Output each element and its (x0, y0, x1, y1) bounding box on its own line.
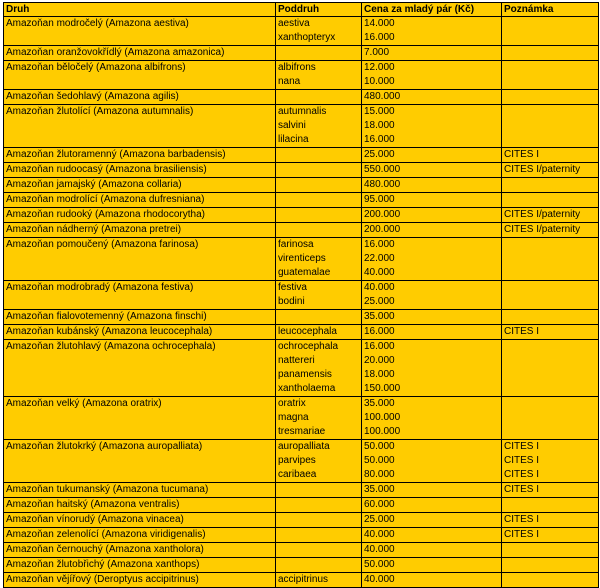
subspecies-value: ochrocephala (278, 341, 339, 352)
subspecies-cell (276, 163, 362, 178)
note-value (504, 368, 596, 382)
price-value: 100.000 (364, 426, 401, 437)
table-row (4, 61, 599, 90)
price-value: 12.000 (364, 62, 395, 73)
note-cell (502, 148, 599, 163)
price-cell (362, 223, 502, 238)
subspecies-value: auropalliata (278, 441, 330, 452)
subspecies-value (278, 193, 359, 207)
subspecies-value (278, 90, 359, 104)
price-value: 80.000 (364, 469, 395, 480)
table-row (4, 498, 599, 513)
species-cell: Amazoňan fialovotemenný (Amazona finschi) (4, 310, 276, 325)
table-row (4, 281, 599, 310)
header-species: Druh (4, 3, 276, 17)
table-row (4, 528, 599, 543)
note-value (504, 543, 596, 557)
note-cell (502, 558, 599, 573)
subspecies-cell (276, 558, 362, 573)
subspecies-value: parvipes (278, 455, 316, 466)
subspecies-value (278, 148, 359, 162)
note-value: CITES I (504, 455, 540, 466)
species-cell: Amazoňan rudooký (Amazona rhodocorytha) (4, 208, 276, 223)
price-value: 40.000 (364, 574, 395, 585)
species-cell: Amazoňan oranžovokřídlý (Amazona amazonica) (4, 46, 276, 61)
price-value: 15.000 (364, 106, 395, 117)
note-value (504, 382, 596, 396)
species-cell: Amazoňan zelenolící (Amazona viridigenalis) (4, 528, 276, 543)
species-cell: Amazoňan haitský (Amazona ventralis) (4, 498, 276, 513)
subspecies-cell (276, 573, 362, 588)
subspecies-value: magna (278, 412, 309, 423)
price-value: 16.000 (364, 134, 395, 145)
parrot-price-table (3, 2, 599, 588)
price-value: 50.000 (364, 455, 395, 466)
note-cell (502, 90, 599, 105)
table-row (4, 440, 599, 483)
note-cell (502, 513, 599, 528)
subspecies-cell (276, 148, 362, 163)
price-cell (362, 61, 502, 90)
subspecies-value: lilacina (278, 134, 309, 145)
species-cell: Amazoňan vějířový (Deroptyus accipitrinus) (4, 573, 276, 588)
subspecies-cell (276, 223, 362, 238)
subspecies-value: autumnalis (278, 106, 327, 117)
table-row (4, 17, 599, 46)
species-cell: Amazoňan vínorudý (Amazona vinacea) (4, 513, 276, 528)
note-cell (502, 397, 599, 440)
species-cell: Amazoňan pomoučený (Amazona farinosa) (4, 238, 276, 281)
subspecies-value (278, 223, 359, 237)
table-row (4, 325, 599, 340)
price-value: 25.000 (364, 514, 395, 525)
note-cell (502, 61, 599, 90)
subspecies-value: virenticeps (278, 253, 326, 264)
subspecies-value (278, 498, 359, 512)
table-row (4, 193, 599, 208)
price-cell (362, 238, 502, 281)
header-row (4, 3, 599, 17)
price-value: 16.000 (364, 341, 395, 352)
price-cell (362, 513, 502, 528)
header-price: Cena za mladý pár (Kč) (362, 3, 502, 17)
table-row (4, 238, 599, 281)
species-cell: Amazoňan běločelý (Amazona albifrons) (4, 61, 276, 90)
table-row (4, 148, 599, 163)
price-cell (362, 178, 502, 193)
subspecies-cell (276, 440, 362, 483)
note-value (504, 310, 596, 324)
subspecies-value: xanthopteryx (278, 32, 336, 43)
note-cell (502, 281, 599, 310)
note-value (504, 354, 596, 368)
note-cell (502, 105, 599, 148)
subspecies-cell (276, 208, 362, 223)
note-value (504, 105, 596, 119)
subspecies-cell (276, 340, 362, 397)
price-cell (362, 17, 502, 46)
price-table-container (3, 2, 599, 588)
price-value: 18.000 (364, 369, 395, 380)
price-value: 14.000 (364, 18, 395, 29)
price-value: 150.000 (364, 383, 401, 394)
note-value: CITES I (504, 326, 540, 337)
price-cell (362, 397, 502, 440)
subspecies-cell (276, 281, 362, 310)
table-row (4, 340, 599, 397)
subspecies-cell (276, 105, 362, 148)
subspecies-cell (276, 513, 362, 528)
table-row (4, 90, 599, 105)
note-cell (502, 528, 599, 543)
price-value: 100.000 (364, 412, 401, 423)
note-cell (502, 223, 599, 238)
subspecies-value (278, 558, 359, 572)
header-subspecies: Poddruh (276, 3, 362, 17)
price-cell (362, 558, 502, 573)
subspecies-cell (276, 238, 362, 281)
price-cell (362, 325, 502, 340)
note-value: CITES I/paternity (504, 164, 581, 175)
note-value: CITES I (504, 484, 540, 495)
note-value: CITES I (504, 149, 540, 160)
price-value: 22.000 (364, 253, 395, 264)
table-row (4, 513, 599, 528)
species-cell: Amazoňan žlutohlavý (Amazona ochrocephala) (4, 340, 276, 397)
table-row (4, 163, 599, 178)
note-value (504, 573, 596, 587)
note-cell (502, 208, 599, 223)
table-row (4, 397, 599, 440)
species-cell: Amazoňan nádherný (Amazona pretrei) (4, 223, 276, 238)
table-row (4, 543, 599, 558)
note-value (504, 61, 596, 75)
price-value: 200.000 (364, 224, 401, 235)
species-cell: Amazoňan žlutoramenný (Amazona barbadensis) (4, 148, 276, 163)
note-value (504, 340, 596, 354)
subspecies-cell (276, 17, 362, 46)
price-value: 60.000 (364, 499, 395, 510)
table-row (4, 573, 599, 588)
subspecies-cell (276, 310, 362, 325)
note-cell (502, 440, 599, 483)
species-cell: Amazoňan šedohlavý (Amazona agilis) (4, 90, 276, 105)
price-value: 40.000 (364, 267, 395, 278)
price-value: 35.000 (364, 311, 395, 322)
price-cell (362, 483, 502, 498)
table-row (4, 558, 599, 573)
note-cell (502, 340, 599, 397)
note-cell (502, 498, 599, 513)
subspecies-value: xantholaema (278, 383, 336, 394)
subspecies-value (278, 310, 359, 324)
subspecies-cell (276, 397, 362, 440)
note-value (504, 31, 596, 45)
note-value (504, 238, 596, 252)
price-cell (362, 440, 502, 483)
price-value: 40.000 (364, 544, 395, 555)
subspecies-cell (276, 61, 362, 90)
note-value (504, 558, 596, 572)
subspecies-value: farinosa (278, 239, 314, 250)
header-note: Poznámka (502, 3, 599, 17)
price-cell (362, 543, 502, 558)
note-value (504, 193, 596, 207)
price-value: 16.000 (364, 32, 395, 43)
note-value (504, 119, 596, 133)
note-cell (502, 483, 599, 498)
species-cell: Amazoňan modročelý (Amazona aestiva) (4, 17, 276, 46)
price-value: 16.000 (364, 239, 395, 250)
price-value: 550.000 (364, 164, 401, 175)
note-value (504, 411, 596, 425)
note-cell (502, 193, 599, 208)
subspecies-value: albifrons (278, 62, 316, 73)
note-value: CITES I (504, 529, 540, 540)
species-cell: Amazoňan žlutolící (Amazona autumnalis) (4, 105, 276, 148)
subspecies-value: aestiva (278, 18, 310, 29)
note-cell (502, 178, 599, 193)
species-cell: Amazoňan žlutokrký (Amazona auropalliata) (4, 440, 276, 483)
note-value (504, 425, 596, 439)
note-value: CITES I/paternity (504, 224, 581, 235)
note-cell (502, 238, 599, 281)
note-value (504, 46, 596, 60)
subspecies-value (278, 513, 359, 527)
subspecies-value: bodini (278, 296, 305, 307)
note-value (504, 75, 596, 89)
price-value: 35.000 (364, 484, 395, 495)
subspecies-value (278, 178, 359, 192)
subspecies-value (278, 528, 359, 542)
subspecies-value (278, 163, 359, 177)
price-cell (362, 90, 502, 105)
subspecies-value: nana (278, 76, 301, 87)
price-value: 16.000 (364, 326, 395, 337)
price-value: 50.000 (364, 559, 395, 570)
table-row (4, 46, 599, 61)
note-value (504, 498, 596, 512)
species-cell: Amazoňan velký (Amazona oratrix) (4, 397, 276, 440)
price-cell (362, 148, 502, 163)
subspecies-value: guatemalae (278, 267, 331, 278)
price-cell (362, 528, 502, 543)
price-cell (362, 573, 502, 588)
subspecies-value (278, 543, 359, 557)
subspecies-cell (276, 46, 362, 61)
subspecies-cell (276, 90, 362, 105)
price-value: 35.000 (364, 398, 395, 409)
note-value (504, 295, 596, 309)
price-value: 7.000 (364, 47, 390, 58)
subspecies-cell (276, 528, 362, 543)
table-row (4, 178, 599, 193)
note-value: CITES I/paternity (504, 209, 581, 220)
species-cell: Amazoňan jamajský (Amazona collaria) (4, 178, 276, 193)
subspecies-value: panamensis (278, 369, 332, 380)
note-value (504, 90, 596, 104)
note-cell (502, 310, 599, 325)
table-body (4, 17, 599, 588)
note-value (504, 266, 596, 280)
price-value: 18.000 (364, 120, 395, 131)
price-value: 25.000 (364, 296, 395, 307)
price-value: 20.000 (364, 355, 395, 366)
table-header (4, 3, 599, 17)
price-cell (362, 498, 502, 513)
price-value: 95.000 (364, 194, 395, 205)
table-row (4, 483, 599, 498)
subspecies-value: caribaea (278, 469, 317, 480)
subspecies-cell (276, 325, 362, 340)
note-value (504, 133, 596, 147)
price-cell (362, 310, 502, 325)
note-value: CITES I (504, 514, 540, 525)
note-value (504, 178, 596, 192)
subspecies-value: nattereri (278, 355, 315, 366)
subspecies-cell (276, 193, 362, 208)
price-value: 50.000 (364, 441, 395, 452)
table-row (4, 208, 599, 223)
subspecies-value: festiva (278, 282, 307, 293)
note-cell (502, 46, 599, 61)
subspecies-cell (276, 483, 362, 498)
table-row (4, 223, 599, 238)
subspecies-value: leucocephala (278, 326, 337, 337)
subspecies-cell (276, 178, 362, 193)
subspecies-value (278, 483, 359, 497)
note-cell (502, 163, 599, 178)
note-cell (502, 17, 599, 46)
note-value (504, 252, 596, 266)
subspecies-cell (276, 543, 362, 558)
note-value (504, 281, 596, 295)
price-cell (362, 193, 502, 208)
note-value (504, 17, 596, 31)
price-cell (362, 208, 502, 223)
subspecies-value: oratrix (278, 398, 306, 409)
table-row (4, 105, 599, 148)
subspecies-value (278, 208, 359, 222)
species-cell: Amazoňan žlutobřichý (Amazona xanthops) (4, 558, 276, 573)
species-cell: Amazoňan modrolící (Amazona dufresniana) (4, 193, 276, 208)
species-cell: Amazoňan modrobradý (Amazona festiva) (4, 281, 276, 310)
subspecies-cell (276, 498, 362, 513)
species-cell: Amazoňan kubánský (Amazona leucocephala) (4, 325, 276, 340)
price-value: 200.000 (364, 209, 401, 220)
price-value: 40.000 (364, 282, 395, 293)
note-value (504, 397, 596, 411)
note-value: CITES I (504, 441, 540, 452)
price-cell (362, 163, 502, 178)
species-cell: Amazoňan tukumanský (Amazona tucumana) (4, 483, 276, 498)
price-value: 10.000 (364, 76, 395, 87)
note-value: CITES I (504, 469, 540, 480)
species-cell: Amazoňan černouchý (Amazona xantholora) (4, 543, 276, 558)
subspecies-value: accipitrinus (278, 574, 329, 585)
price-value: 25.000 (364, 149, 395, 160)
note-cell (502, 573, 599, 588)
note-cell (502, 325, 599, 340)
price-cell (362, 340, 502, 397)
subspecies-value: salvini (278, 120, 306, 131)
table-row (4, 310, 599, 325)
subspecies-value: tresmariae (278, 426, 326, 437)
price-cell (362, 281, 502, 310)
species-cell: Amazoňan rudoocasý (Amazona brasiliensis) (4, 163, 276, 178)
price-value: 480.000 (364, 91, 401, 102)
price-cell (362, 46, 502, 61)
price-cell (362, 105, 502, 148)
note-cell (502, 543, 599, 558)
subspecies-value (278, 46, 359, 60)
price-value: 40.000 (364, 529, 395, 540)
price-value: 480.000 (364, 179, 401, 190)
